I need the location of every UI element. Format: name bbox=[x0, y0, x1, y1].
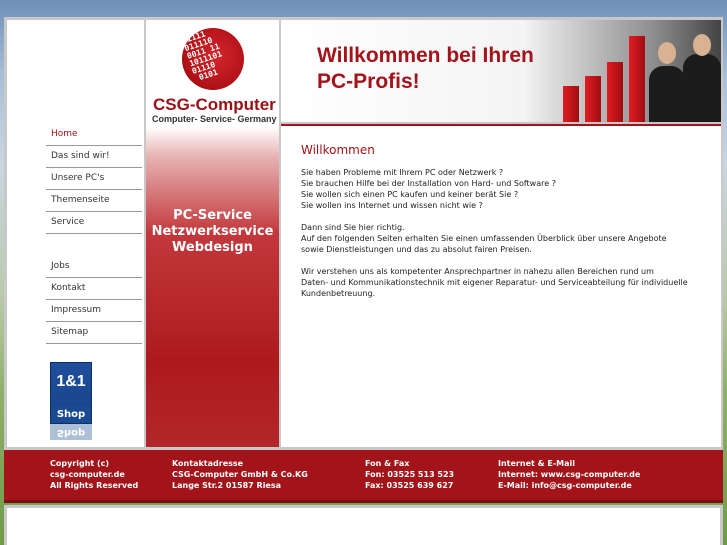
footer-copyright-heading: Copyright (c) bbox=[50, 459, 110, 468]
nav-item-sitemap[interactable]: Sitemap bbox=[46, 322, 142, 344]
logo-tagline: Computer- Service- Germany bbox=[152, 114, 277, 124]
footer-address-street: Lange Str.2 01587 Riesa bbox=[172, 481, 282, 490]
main-navigation bbox=[46, 124, 142, 344]
nav-item-impressum[interactable]: Impressum bbox=[46, 300, 142, 322]
slogan-netzwerkservice: Netzwerkservice bbox=[151, 224, 274, 239]
banner-title bbox=[317, 43, 534, 95]
header-banner bbox=[281, 20, 721, 122]
footer-phone-fon[interactable]: Fon: 03525 513 523 bbox=[365, 470, 455, 479]
banner-title-line2: PC-Profis! bbox=[317, 70, 420, 93]
shop-badge-button[interactable] bbox=[50, 362, 92, 424]
logo-name[interactable]: CSG-Computer bbox=[153, 95, 276, 114]
bottom-panel bbox=[7, 508, 720, 545]
footer-email-link[interactable]: E-Mail: info@csg-computer.de bbox=[498, 481, 632, 490]
footer-copyright-domain: csg-computer.de bbox=[50, 470, 125, 479]
banner-bar-1 bbox=[563, 86, 579, 122]
footer-internet bbox=[498, 458, 640, 491]
banner-title-line1: Willkommen bei Ihren bbox=[317, 44, 534, 67]
slogan-pc-service: PC-Service bbox=[173, 208, 252, 223]
nav-item-kontakt[interactable]: Kontakt bbox=[46, 278, 142, 300]
shop-badge-label: Shop bbox=[51, 407, 91, 423]
banner-person-2 bbox=[683, 54, 721, 122]
text-line: Sie brauchen Hilfe bei der Installation von Hard- und Software ? bbox=[301, 179, 556, 188]
footer-copyright bbox=[50, 458, 138, 491]
paragraph-offer bbox=[301, 222, 711, 255]
content-body bbox=[301, 167, 711, 310]
footer-website-link[interactable]: Internet: www.csg-computer.de bbox=[498, 470, 641, 479]
footer-address-heading: Kontaktadresse bbox=[172, 459, 244, 468]
shop-badge-reflection-label: Shop bbox=[50, 424, 92, 440]
nav-item-service[interactable]: Service bbox=[46, 212, 142, 234]
text-line: Auf den folgenden Seiten erhalten Sie einen umfassenden Überblick über unsere Angebote bbox=[301, 234, 667, 243]
shop-badge-number: 1&1 bbox=[56, 373, 86, 390]
nav-item-home[interactable]: Home bbox=[46, 124, 142, 146]
footer-address-company: CSG-Computer GmbH & Co.KG bbox=[172, 470, 308, 479]
banner-person-1-head bbox=[658, 42, 676, 64]
text-line: Dann sind Sie hier richtig. bbox=[301, 223, 405, 232]
paragraph-about bbox=[301, 266, 711, 299]
text-line: Sie haben Probleme mit Ihrem PC oder Netzwerk ? bbox=[301, 168, 504, 177]
text-line: Kundenbetreuung. bbox=[301, 289, 376, 298]
logo-binary-digits: 1111 011110 0011 11 1011101 01110 0101 bbox=[176, 29, 224, 86]
shop-badge-reflection bbox=[50, 424, 92, 444]
footer-phone-fax: Fax: 03525 639 627 bbox=[365, 481, 454, 490]
footer-copyright-rights: All Rights Reserved bbox=[50, 481, 139, 490]
footer-phone bbox=[365, 458, 454, 491]
paragraph-questions bbox=[301, 167, 711, 211]
banner-bar-3 bbox=[607, 62, 623, 122]
footer-address bbox=[172, 458, 308, 491]
page-title: Willkommen bbox=[301, 143, 375, 157]
banner-person-2-head bbox=[693, 34, 711, 56]
nav-spacer bbox=[46, 234, 142, 256]
banner-person-1 bbox=[649, 66, 685, 122]
slogan-webdesign: Webdesign bbox=[172, 240, 253, 255]
text-line: Sie wollen ins Internet und wissen nicht wie ? bbox=[301, 201, 483, 210]
footer-phone-heading: Fon & Fax bbox=[365, 459, 410, 468]
slogan-list bbox=[146, 208, 279, 256]
nav-item-jobs[interactable]: Jobs bbox=[46, 256, 142, 278]
nav-item-unsere-pcs[interactable]: Unsere PC's bbox=[46, 168, 142, 190]
text-line: Daten- und Kommunikationstechnik mit eigener Reparatur- und Serviceabteilung für individuelle bbox=[301, 278, 688, 287]
text-line: Sie wollen sich einen PC kaufen und keiner berät Sie ? bbox=[301, 190, 519, 199]
banner-bar-4 bbox=[629, 36, 645, 122]
nav-item-das-sind-wir[interactable]: Das sind wir! bbox=[46, 146, 142, 168]
text-line: sowie Dienstleistungen und das zu absolut fairen Preisen. bbox=[301, 245, 532, 254]
footer-internet-heading: Internet & E-Mail bbox=[498, 459, 575, 468]
site-footer bbox=[4, 450, 723, 503]
banner-bar-2 bbox=[585, 76, 601, 122]
text-line: Wir verstehen uns als kompetenter Ansprechpartner in nahezu allen Bereichen rund um bbox=[301, 267, 654, 276]
main-content bbox=[281, 124, 721, 447]
nav-item-themenseite[interactable]: Themenseite bbox=[46, 190, 142, 212]
